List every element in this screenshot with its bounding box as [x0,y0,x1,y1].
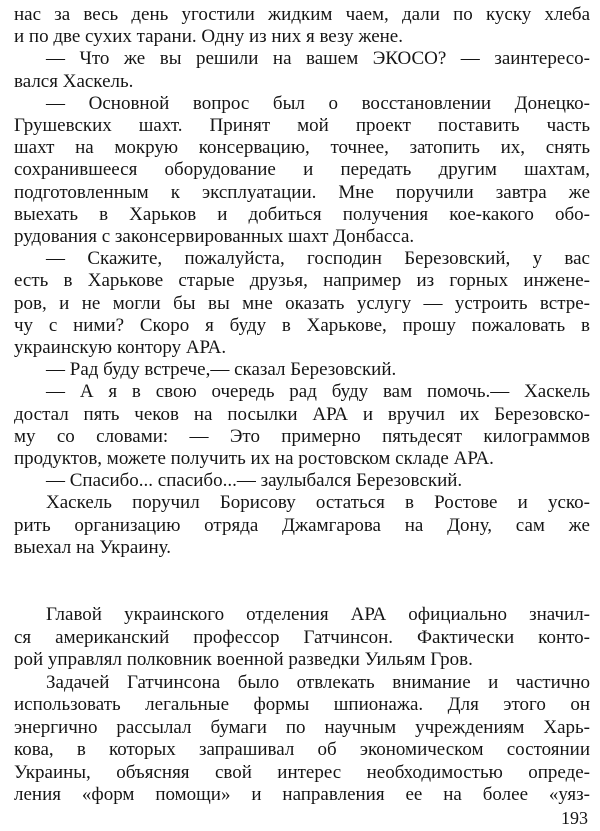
text-line: ров, и не могли бы вы мне оказать услугу — устроить встре- [14,292,590,314]
paragraph [14,492,590,559]
text-line: рой управлял полковник военной разведки Уильям Гров. [14,649,473,670]
text-line: выехать в Харьков и добиться получения кое-какого обо- [14,203,590,225]
text-line: му со словами: — Это примерно пятьдесят килограммов [14,425,590,447]
text-line: — Спасибо... спасибо...— заулыбался Березовский. [46,470,463,492]
text-line: кова, в которых запрашивал об экономическом состоянии [14,739,590,760]
text-line: нас за весь день угостили жидким чаем, дали по куску хлеба [14,4,590,25]
text-block-upper [14,4,590,559]
text-line: Грушевских шахт. Принят мой проект поставить часть [14,115,590,137]
paragraph [14,4,590,48]
paragraph [14,248,590,359]
text-line: ся американский профессор Гатчинсон. Фактически конто- [14,626,590,648]
text-line: вался Хаскель. [14,70,134,92]
text-line: выехал на Украину. [14,536,171,558]
paragraph [14,48,590,92]
paragraph [14,359,590,381]
text-line: ления «форм помощи» и направления ее на более «уяз- [14,784,590,805]
text-line: Украины, объясняя свой интерес необходимостью опреде- [14,761,590,783]
text-line: — А я в свою очередь рад буду вам помочь.— Хаскель [46,381,590,403]
text-line: Главой украинского отделения АРА официально значил- [46,604,590,625]
text-line: шахт на мокрую консервацию, точнее, затопить их, снять [14,137,590,159]
text-line: — Скажите, пожалуйста, господин Березовский, у вас [46,248,590,270]
text-line: сохранившееся оборудование и передать другим шахтам, [14,159,590,181]
paragraph [14,604,590,672]
text-line: чу с ними? Скоро я буду в Харькове, прошу пожаловать в [14,314,590,336]
paragraph [14,470,590,492]
text-line: — Что же вы решили на вашем ЭКОСО? — заинтересо- [46,48,590,70]
text-line: Хаскель поручил Борисову остаться в Ростове и уско- [46,492,590,514]
text-line: есть в Харькове старые друзья, например из горных инжене- [14,270,590,292]
text-line: рудования с законсервированных шахт Донбасса. [14,226,415,248]
paragraph [14,672,590,807]
text-line: энергично рассылал бумаги по научным учреждениям Харь- [14,716,590,738]
paragraph [14,93,590,248]
text-line: украинскую контору АРА. [14,337,227,359]
page-number: 193 [561,808,588,828]
paragraph [14,381,590,470]
text-block-lower [14,604,590,807]
text-line: Задачей Гатчинсона было отвлекать внимание и частично [46,671,590,693]
text-line: — Основной вопрос был о восстановлении Донецко- [46,92,590,114]
text-line: достал пять чеков на посылки АРА и вручил их Березовско- [14,403,590,425]
text-line: и по две сухих тарани. Одну из них я везу жене. [14,26,403,48]
text-line: использовать легальные формы шпионажа. Для этого он [14,694,590,715]
text-line: подготовленным к эксплуатации. Мне поручили завтра же [14,181,590,203]
text-line: рить организацию отряда Джамгарова на Дону, сам же [14,514,590,536]
text-line: — Рад буду встрече,— сказал Березовский. [46,359,397,381]
text-line: продуктов, можете получить их на ростовском складе АРА. [14,448,494,470]
